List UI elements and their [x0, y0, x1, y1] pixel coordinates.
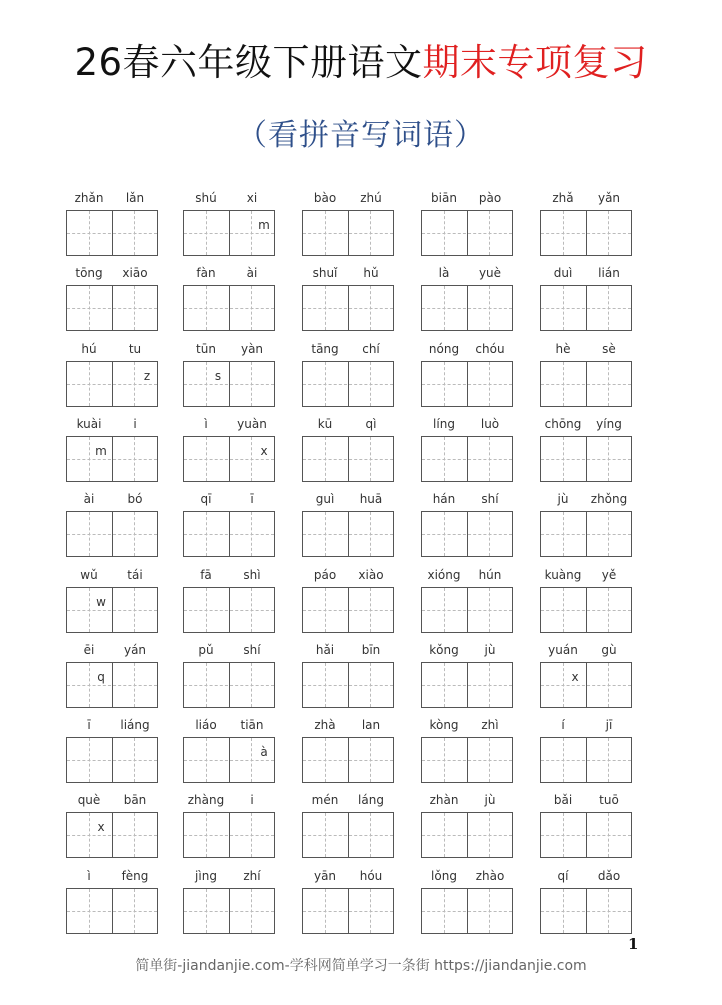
pinyin-label: páo — [313, 568, 337, 582]
pinyin-label: shú — [195, 191, 217, 205]
guide-line — [541, 459, 631, 460]
pinyin-label: ì — [87, 869, 91, 883]
pinyin-label: ī — [250, 492, 254, 506]
pinyin-label: qī — [200, 492, 212, 506]
pinyin-label: fèng — [121, 869, 149, 883]
guide-line — [184, 610, 274, 611]
pinyin-label: tái — [127, 568, 143, 582]
guide-line — [67, 610, 157, 611]
word-item — [540, 717, 632, 783]
writing-box[interactable] — [540, 511, 632, 557]
pinyin-label: shuǐ — [312, 266, 338, 280]
guide-line — [541, 610, 631, 611]
guide-line — [303, 459, 393, 460]
guide-line — [422, 835, 512, 836]
writing-box[interactable] — [302, 511, 394, 557]
pinyin-label: xi — [246, 191, 258, 205]
pinyin-label: tiān — [240, 718, 264, 732]
guide-line — [422, 610, 512, 611]
guide-line — [541, 384, 631, 385]
writing-box[interactable] — [302, 587, 394, 633]
writing-box[interactable] — [66, 285, 158, 331]
pinyin-label: bān — [123, 793, 147, 807]
pinyin-label: hǎi — [315, 643, 335, 657]
pinyin-label: tu — [128, 342, 142, 356]
pinyin-label: zhàn — [429, 793, 459, 807]
hint-letter: x — [97, 820, 105, 834]
pinyin-label: nóng — [428, 342, 460, 356]
writing-box[interactable] — [421, 662, 513, 708]
guide-line — [422, 459, 512, 460]
guide-line — [67, 835, 157, 836]
guide-line — [184, 384, 274, 385]
pinyin-label: shí — [243, 643, 261, 657]
pinyin-label: zhú — [360, 191, 382, 205]
word-item — [66, 567, 158, 633]
word-item — [302, 491, 394, 557]
pinyin-label: kū — [317, 417, 333, 431]
pinyin-label: chóu — [475, 342, 505, 356]
hint-letter: x — [571, 670, 579, 684]
writing-box[interactable] — [302, 436, 394, 482]
pinyin-label: bào — [313, 191, 337, 205]
writing-box[interactable] — [302, 210, 394, 256]
word-item — [421, 265, 513, 331]
word-item — [302, 792, 394, 858]
pinyin-label: qí — [557, 869, 569, 883]
hint-letter: à — [260, 745, 268, 759]
writing-box[interactable] — [421, 812, 513, 858]
footer-text: 简单街-jiandanjie.com-学科网简单学习一条街 https://jiandanjie.com — [135, 958, 587, 974]
pinyin-label: tūn — [196, 342, 216, 356]
word-item — [302, 717, 394, 783]
pinyin-label: yě — [601, 568, 617, 582]
pinyin-label: yán — [123, 643, 147, 657]
guide-line — [67, 534, 157, 535]
word-item — [540, 792, 632, 858]
writing-box[interactable] — [540, 587, 632, 633]
pinyin-label: ì — [204, 417, 208, 431]
guide-line — [184, 233, 274, 234]
guide-line — [184, 459, 274, 460]
writing-box[interactable] — [183, 888, 275, 934]
writing-box[interactable] — [66, 587, 158, 633]
word-item — [183, 190, 275, 256]
guide-line — [303, 835, 393, 836]
guide-line — [67, 911, 157, 912]
title-black-part: 26春六年级下册语文 — [74, 41, 423, 84]
pinyin-label: shì — [243, 568, 261, 582]
guide-line — [67, 308, 157, 309]
word-item — [302, 190, 394, 256]
guide-line — [303, 534, 393, 535]
word-item — [66, 265, 158, 331]
word-item — [66, 868, 158, 934]
writing-box[interactable] — [302, 662, 394, 708]
hint-letter: w — [96, 595, 106, 609]
writing-box[interactable] — [540, 812, 632, 858]
pinyin-label: jī — [605, 718, 613, 732]
word-item — [302, 642, 394, 708]
word-item — [421, 567, 513, 633]
pinyin-label: lǎn — [125, 191, 145, 205]
pinyin-label: zhǎn — [74, 191, 104, 205]
pinyin-label: kuài — [76, 417, 102, 431]
pinyin-label: tuō — [599, 793, 619, 807]
pinyin-label: hǔ — [363, 266, 379, 280]
guide-line — [303, 685, 393, 686]
hint-letter: m — [95, 444, 107, 458]
word-item — [66, 717, 158, 783]
writing-box[interactable] — [540, 662, 632, 708]
pinyin-label: zhǎ — [552, 191, 574, 205]
guide-line — [184, 760, 274, 761]
pinyin-label: yàn — [240, 342, 264, 356]
writing-box[interactable] — [183, 285, 275, 331]
pinyin-label: xiào — [358, 568, 384, 582]
writing-box[interactable] — [66, 662, 158, 708]
writing-box[interactable] — [66, 436, 158, 482]
pinyin-label: xióng — [427, 568, 461, 582]
pinyin-label: bó — [127, 492, 143, 506]
pinyin-label: xiāo — [122, 266, 148, 280]
writing-box[interactable] — [302, 285, 394, 331]
pinyin-label: hán — [432, 492, 456, 506]
pinyin-label: zhào — [475, 869, 505, 883]
word-item — [421, 868, 513, 934]
pinyin-label: què — [77, 793, 101, 807]
pinyin-label: liáo — [195, 718, 217, 732]
writing-box[interactable] — [183, 436, 275, 482]
guide-line — [422, 911, 512, 912]
pinyin-label: láng — [358, 793, 384, 807]
pinyin-label: yǎn — [597, 191, 621, 205]
guide-line — [184, 534, 274, 535]
writing-box[interactable] — [421, 210, 513, 256]
pinyin-label: kǒng — [429, 643, 459, 657]
guide-line — [67, 760, 157, 761]
guide-line — [541, 308, 631, 309]
writing-box[interactable] — [183, 662, 275, 708]
hint-letter: z — [143, 369, 151, 383]
pinyin-label: bīn — [361, 643, 381, 657]
writing-box[interactable] — [183, 587, 275, 633]
pinyin-label: pǔ — [198, 643, 214, 657]
word-item — [302, 416, 394, 482]
pinyin-label: kuàng — [544, 568, 582, 582]
writing-box[interactable] — [183, 210, 275, 256]
writing-box[interactable] — [183, 361, 275, 407]
writing-box[interactable] — [540, 888, 632, 934]
pinyin-label: í — [561, 718, 565, 732]
writing-box[interactable] — [421, 587, 513, 633]
guide-line — [303, 233, 393, 234]
pinyin-label: tāng — [311, 342, 339, 356]
word-item — [540, 341, 632, 407]
pinyin-label: pào — [478, 191, 502, 205]
writing-box[interactable] — [540, 210, 632, 256]
writing-box[interactable] — [183, 737, 275, 783]
writing-box[interactable] — [421, 285, 513, 331]
pinyin-label: chōng — [544, 417, 582, 431]
writing-box[interactable] — [421, 361, 513, 407]
writing-box[interactable] — [302, 812, 394, 858]
guide-line — [67, 459, 157, 460]
guide-line — [67, 384, 157, 385]
word-item — [421, 341, 513, 407]
hint-letter: s — [214, 369, 222, 383]
pinyin-label: hóu — [359, 869, 383, 883]
pinyin-label: tōng — [75, 266, 103, 280]
guide-line — [303, 911, 393, 912]
writing-box[interactable] — [540, 361, 632, 407]
writing-box[interactable] — [540, 436, 632, 482]
pinyin-label: zhì — [481, 718, 499, 732]
hint-letter: x — [260, 444, 268, 458]
guide-line — [184, 835, 274, 836]
pinyin-label: fā — [200, 568, 212, 582]
pinyin-label: sè — [602, 342, 616, 356]
pinyin-label: hú — [81, 342, 97, 356]
pinyin-label: yíng — [596, 417, 622, 431]
pinyin-label: ài — [83, 492, 95, 506]
guide-line — [422, 534, 512, 535]
pinyin-label: chí — [362, 342, 380, 356]
guide-line — [541, 685, 631, 686]
word-item — [183, 642, 275, 708]
pinyin-label: luò — [480, 417, 500, 431]
word-item — [540, 567, 632, 633]
pinyin-label: huā — [359, 492, 383, 506]
page-subtitle: （看拼音写词语） — [237, 118, 485, 153]
pinyin-label: mén — [311, 793, 339, 807]
pinyin-label: yuè — [478, 266, 502, 280]
guide-line — [303, 308, 393, 309]
guide-line — [422, 685, 512, 686]
word-item — [66, 190, 158, 256]
pinyin-label: zhà — [314, 718, 336, 732]
word-item — [183, 868, 275, 934]
pinyin-label: jìng — [195, 869, 217, 883]
word-item — [183, 717, 275, 783]
guide-line — [422, 384, 512, 385]
pinyin-label: biān — [431, 191, 457, 205]
pinyin-label: ī — [87, 718, 91, 732]
word-item — [183, 491, 275, 557]
pinyin-label: bǎi — [553, 793, 573, 807]
word-item — [540, 642, 632, 708]
pinyin-label: dǎo — [597, 869, 621, 883]
guide-line — [422, 760, 512, 761]
word-item — [302, 567, 394, 633]
pinyin-label: kòng — [429, 718, 459, 732]
guide-line — [184, 308, 274, 309]
word-item — [66, 491, 158, 557]
writing-box[interactable] — [302, 737, 394, 783]
pinyin-label: líng — [433, 417, 455, 431]
word-item — [183, 567, 275, 633]
pinyin-label: guì — [315, 492, 335, 506]
pinyin-label: là — [438, 266, 450, 280]
pinyin-label: zhǒng — [590, 492, 628, 506]
guide-line — [184, 685, 274, 686]
writing-box[interactable] — [66, 812, 158, 858]
writing-box[interactable] — [302, 888, 394, 934]
guide-line — [422, 308, 512, 309]
pinyin-label: jù — [557, 492, 569, 506]
word-item — [540, 265, 632, 331]
pinyin-label: jù — [484, 793, 496, 807]
writing-box[interactable] — [66, 511, 158, 557]
pinyin-label: liáng — [120, 718, 150, 732]
pinyin-label: lan — [361, 718, 381, 732]
pinyin-label: lián — [598, 266, 620, 280]
word-item — [183, 341, 275, 407]
word-item — [66, 792, 158, 858]
pinyin-label: ēi — [83, 643, 95, 657]
writing-box[interactable] — [421, 511, 513, 557]
word-item — [302, 265, 394, 331]
pinyin-label: ài — [246, 266, 258, 280]
word-item — [183, 792, 275, 858]
word-item — [66, 416, 158, 482]
pinyin-label: yuàn — [237, 417, 267, 431]
pinyin-label: wǔ — [80, 568, 98, 582]
writing-box[interactable] — [302, 361, 394, 407]
guide-line — [303, 760, 393, 761]
pinyin-label: zhí — [243, 869, 261, 883]
guide-line — [67, 233, 157, 234]
pinyin-label: gù — [601, 643, 617, 657]
word-item — [421, 792, 513, 858]
title-red-part: 期末专项复习 — [422, 41, 648, 84]
guide-line — [541, 911, 631, 912]
writing-box[interactable] — [421, 888, 513, 934]
writing-box[interactable] — [421, 436, 513, 482]
word-item — [421, 416, 513, 482]
word-item — [183, 416, 275, 482]
pinyin-label: shí — [481, 492, 499, 506]
word-item — [421, 190, 513, 256]
page-number: 1 — [628, 935, 639, 953]
pinyin-label: hè — [555, 342, 571, 356]
pinyin-label: i — [133, 417, 137, 431]
pinyin-label: qì — [365, 417, 377, 431]
word-item — [421, 642, 513, 708]
word-item — [540, 491, 632, 557]
writing-box[interactable] — [66, 737, 158, 783]
word-item — [66, 341, 158, 407]
pinyin-label: i — [250, 793, 254, 807]
word-item — [302, 341, 394, 407]
word-item — [66, 642, 158, 708]
hint-letter: m — [258, 218, 270, 232]
guide-line — [184, 911, 274, 912]
word-item — [183, 265, 275, 331]
pinyin-label: jù — [484, 643, 496, 657]
writing-box[interactable] — [183, 511, 275, 557]
pinyin-label: fàn — [196, 266, 216, 280]
guide-line — [541, 835, 631, 836]
writing-box[interactable] — [540, 737, 632, 783]
guide-line — [541, 233, 631, 234]
guide-line — [541, 534, 631, 535]
word-item — [421, 717, 513, 783]
word-item — [421, 491, 513, 557]
writing-box[interactable] — [66, 361, 158, 407]
hint-letter: q — [97, 670, 105, 684]
pinyin-label: lǒng — [431, 869, 457, 883]
word-item — [302, 868, 394, 934]
word-item — [540, 190, 632, 256]
writing-box[interactable] — [66, 888, 158, 934]
word-item — [540, 416, 632, 482]
guide-line — [67, 685, 157, 686]
pinyin-label: hún — [478, 568, 502, 582]
pinyin-label: yuán — [548, 643, 578, 657]
word-item — [540, 868, 632, 934]
guide-line — [422, 233, 512, 234]
writing-box[interactable] — [540, 285, 632, 331]
guide-line — [541, 760, 631, 761]
writing-box[interactable] — [183, 812, 275, 858]
guide-line — [303, 384, 393, 385]
guide-line — [303, 610, 393, 611]
pinyin-label: duì — [553, 266, 573, 280]
pinyin-label: zhàng — [187, 793, 225, 807]
writing-box[interactable] — [66, 210, 158, 256]
writing-box[interactable] — [421, 737, 513, 783]
pinyin-label: yān — [313, 869, 337, 883]
